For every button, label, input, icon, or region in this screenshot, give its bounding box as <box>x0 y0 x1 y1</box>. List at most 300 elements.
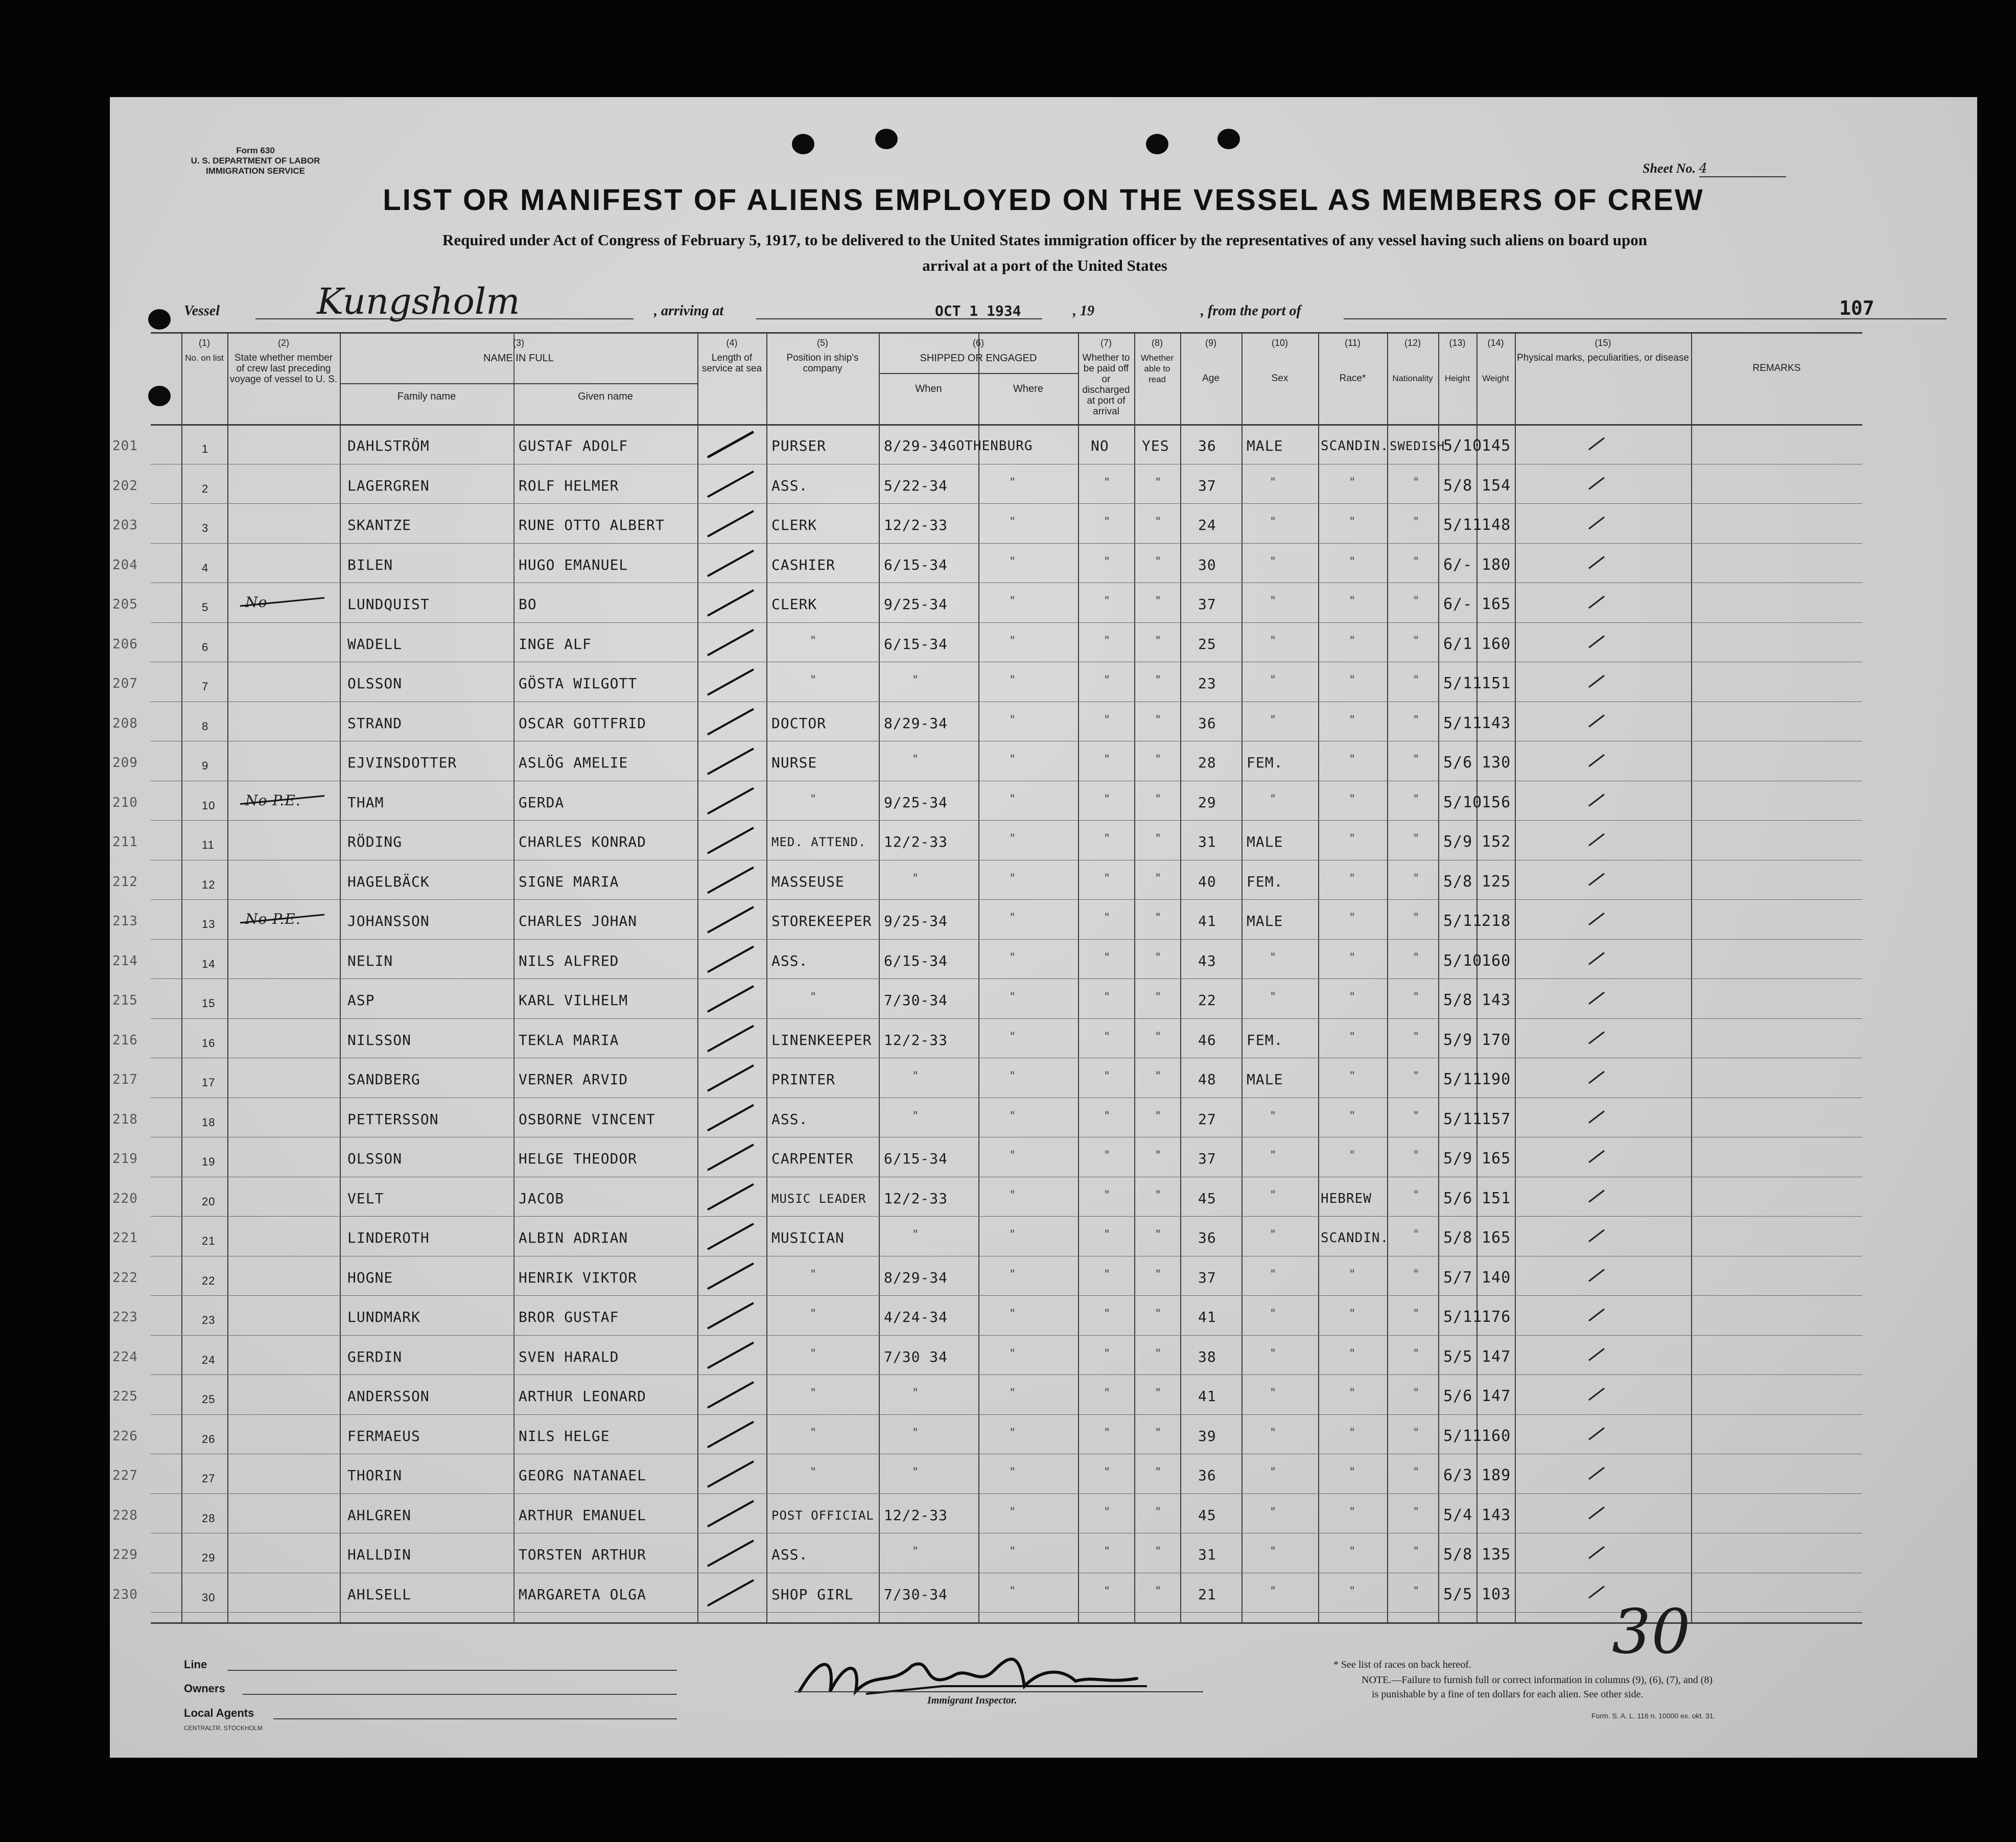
weight: 170 <box>1482 1031 1511 1049</box>
ditto-mark: " <box>1349 832 1356 845</box>
family-name: LUNDMARK <box>347 1309 420 1325</box>
age: 45 <box>1198 1190 1216 1207</box>
given-name: GERDA <box>519 794 565 811</box>
ditto-mark: " <box>1104 634 1111 647</box>
weight: 143 <box>1482 991 1511 1009</box>
column-number: (13) <box>1449 338 1466 348</box>
weight: 147 <box>1482 1347 1511 1366</box>
ditto-mark: " <box>1270 951 1277 964</box>
ditto-mark: " <box>1104 951 1111 964</box>
ditto-mark: " <box>1104 1109 1111 1123</box>
weight: 176 <box>1482 1308 1511 1326</box>
column-number: (1) <box>199 338 210 348</box>
ditto-mark: " <box>1104 555 1111 568</box>
sex: MALE <box>1247 437 1283 454</box>
row-number: 19 <box>202 1155 216 1168</box>
ditto-mark: " <box>1270 1268 1277 1281</box>
column-number: (14) <box>1487 338 1504 348</box>
punch-hole <box>875 129 898 149</box>
weight: 103 <box>1482 1585 1511 1603</box>
row-number: 23 <box>202 1314 216 1326</box>
inspector-caption: Immigrant Inspector. <box>927 1695 1017 1706</box>
ditto-mark: " <box>1349 1308 1356 1320</box>
ditto-mark: " <box>1155 753 1162 766</box>
margin-number: 221 <box>112 1230 138 1246</box>
weight: 180 <box>1482 555 1511 574</box>
shipped-when: 12/2-33 <box>884 833 948 850</box>
ditto-mark: " <box>1413 991 1420 1004</box>
ditto-mark: " <box>1155 555 1162 568</box>
age: 39 <box>1198 1427 1216 1444</box>
given-name: OSCAR GOTTFRID <box>519 714 647 732</box>
shipped-when: 6/15-34 <box>884 952 948 969</box>
column-heading: REMARKS <box>1752 363 1801 374</box>
ditto-mark: " <box>1104 1347 1111 1360</box>
position: SHOP GIRL <box>771 1585 854 1603</box>
table-row <box>151 662 1862 702</box>
margin-number: 225 <box>112 1389 138 1404</box>
margin-number: 202 <box>112 478 138 494</box>
margin-number: 217 <box>112 1072 138 1087</box>
given-name: SIGNE MARIA <box>519 873 619 890</box>
ditto-mark: " <box>1009 1584 1016 1598</box>
position: CARPENTER <box>771 1150 854 1167</box>
margin-number: 214 <box>112 953 138 969</box>
given-name: BO <box>519 596 537 613</box>
family-name: BILEN <box>347 556 393 573</box>
ditto-mark: " <box>1155 1466 1162 1479</box>
ditto-mark: " <box>1349 991 1356 1004</box>
ditto-mark: " <box>1349 713 1356 727</box>
table-row <box>151 781 1862 821</box>
ditto-mark: " <box>1349 872 1356 885</box>
ditto-mark: " <box>1009 1466 1016 1479</box>
age: 36 <box>1198 714 1216 732</box>
ditto-mark: " <box>810 634 817 647</box>
height: 5/11 <box>1443 1427 1483 1445</box>
column-heading: Position in ship's company <box>786 353 859 374</box>
ditto-mark: " <box>1270 1584 1277 1598</box>
family-name: JOHANSSON <box>347 913 430 929</box>
vessel-label: Vessel <box>184 303 220 319</box>
printer-mark: CENTRALTR. STOCKHOLM <box>184 1724 263 1732</box>
shipped-when: 9/25-34 <box>884 794 948 811</box>
given-name: NILS ALFRED <box>519 952 619 969</box>
table-row <box>151 1335 1862 1375</box>
ditto-mark: " <box>1413 1387 1420 1400</box>
age: 38 <box>1198 1348 1216 1365</box>
given-name: ASLÖG AMELIE <box>519 754 628 771</box>
ditto-mark: " <box>1155 595 1162 608</box>
height: 5/4 <box>1443 1506 1473 1524</box>
height: 5/11 <box>1443 714 1483 732</box>
ditto-mark: " <box>1104 1505 1111 1519</box>
ditto-mark: " <box>810 1347 817 1360</box>
ditto-mark: " <box>1270 1347 1277 1360</box>
family-name: HALLDIN <box>347 1546 412 1563</box>
family-name: STRAND <box>347 714 403 732</box>
given-name: HENRIK VIKTOR <box>519 1269 638 1286</box>
given-name: NILS HELGE <box>519 1427 610 1444</box>
form-code: Form. S. A. L. 116 n. 10000 ex. okt. 31. <box>1591 1712 1716 1720</box>
ditto-mark: " <box>1270 595 1277 608</box>
family-name: PETTERSSON <box>347 1110 439 1128</box>
age: 37 <box>1198 1150 1216 1167</box>
age: 37 <box>1198 1269 1216 1286</box>
margin-number: 220 <box>112 1191 138 1206</box>
height: 6/1 <box>1443 635 1473 653</box>
age: 41 <box>1198 1388 1216 1405</box>
position: LINENKEEPER <box>771 1031 872 1048</box>
ditto-mark: " <box>1155 1584 1162 1598</box>
ditto-mark: " <box>1009 1268 1016 1281</box>
margin-number: 227 <box>112 1468 138 1483</box>
margin-number: 203 <box>112 518 138 533</box>
ditto-mark: " <box>1270 991 1277 1004</box>
races-note: * See list of races on back hereof. <box>1333 1659 1471 1670</box>
given-name: JACOB <box>519 1190 565 1207</box>
weight: 156 <box>1482 793 1511 811</box>
able-to-read: YES <box>1142 437 1169 454</box>
ditto-mark: " <box>1349 1070 1356 1083</box>
vessel-name: Kungsholm <box>317 281 520 322</box>
given-name: KARL VILHELM <box>519 992 628 1009</box>
margin-number: 204 <box>112 557 138 573</box>
ditto-mark: " <box>1413 674 1420 687</box>
column-number: (3) <box>513 338 524 348</box>
ditto-mark: " <box>1104 1308 1111 1320</box>
age: 28 <box>1198 754 1216 771</box>
penalty-note-1: NOTE.—Failure to furnish full or correct information in columns (9), (6), (7), and (8) <box>1362 1674 1713 1686</box>
given-name: TEKLA MARIA <box>519 1031 619 1048</box>
ditto-mark: " <box>912 1070 919 1083</box>
position: PRINTER <box>771 1071 836 1088</box>
column-heading: Age <box>1202 373 1220 384</box>
row-number: 14 <box>202 957 216 970</box>
family-name: SANDBERG <box>347 1071 420 1088</box>
height: 5/10 <box>1443 437 1483 455</box>
ditto-mark: " <box>1009 1308 1016 1320</box>
weight: 160 <box>1482 1427 1511 1445</box>
ditto-mark: " <box>1413 555 1420 568</box>
sex: FEM. <box>1247 873 1283 890</box>
column-heading: SHIPPED OR ENGAGED <box>920 353 1037 364</box>
row-number: 29 <box>202 1551 216 1564</box>
ditto-mark: " <box>1349 674 1356 687</box>
height: 5/11 <box>1443 912 1483 930</box>
ditto-mark: " <box>1009 476 1016 489</box>
position: MED. ATTEND. <box>771 835 866 849</box>
weight: 157 <box>1482 1110 1511 1128</box>
weight: 190 <box>1482 1070 1511 1088</box>
table-top-rule <box>151 332 1862 334</box>
position: PURSER <box>771 437 827 454</box>
margin-number: 208 <box>112 715 138 731</box>
sheet-label: Sheet No. <box>1643 161 1696 176</box>
ditto-mark: " <box>1155 872 1162 885</box>
ditto-mark: " <box>1104 674 1111 687</box>
ditto-mark: " <box>1104 1466 1111 1479</box>
margin-number: 222 <box>112 1270 138 1286</box>
punch-hole <box>1146 134 1168 154</box>
given-name: CHARLES KONRAD <box>519 833 647 850</box>
ditto-mark: " <box>1413 516 1420 528</box>
row-number: 15 <box>202 997 216 1010</box>
given-name: GÖSTA WILGOTT <box>519 675 638 692</box>
table-row <box>151 978 1862 1018</box>
ditto-mark: " <box>1155 713 1162 727</box>
height: 6/- <box>1443 595 1473 613</box>
age: 36 <box>1198 1229 1216 1246</box>
ditto-mark: " <box>1155 1070 1162 1083</box>
ditto-mark: " <box>1104 912 1111 924</box>
shipped-when: 9/25-34 <box>884 596 948 613</box>
column-heading: State whether member of crew last preceding voyage of vessel to U. S. <box>229 353 338 385</box>
shipped-subheader-rule <box>879 373 1078 374</box>
row-number: 5 <box>202 601 209 614</box>
height: 5/11 <box>1443 1308 1483 1326</box>
position: POST OFFICIAL <box>771 1508 874 1523</box>
row-rule <box>151 1612 1862 1613</box>
height: 5/9 <box>1443 1031 1473 1049</box>
family-name: OLSSON <box>347 1150 403 1167</box>
ditto-mark: " <box>1009 1188 1016 1202</box>
row-number: 20 <box>202 1195 216 1208</box>
weight: 218 <box>1482 912 1511 930</box>
sex: MALE <box>1247 833 1283 850</box>
table-row <box>151 820 1862 860</box>
row-number: 11 <box>202 838 215 851</box>
age: 40 <box>1198 873 1216 890</box>
age: 25 <box>1198 635 1216 652</box>
weight: 165 <box>1482 1229 1511 1247</box>
ditto-mark: " <box>1155 1149 1162 1162</box>
height: 5/8 <box>1443 476 1473 495</box>
ditto-mark: " <box>1413 1426 1420 1439</box>
row-number: 27 <box>202 1472 216 1485</box>
ditto-mark: " <box>1349 1505 1356 1519</box>
sex: FEM. <box>1247 1031 1283 1048</box>
family-name: ASP <box>347 992 375 1009</box>
ditto-mark: " <box>1104 1387 1111 1400</box>
height: 5/7 <box>1443 1268 1473 1287</box>
table-row <box>151 1137 1862 1177</box>
race: SCANDIN. <box>1321 1230 1389 1246</box>
given-name: HELGE THEODOR <box>519 1150 638 1167</box>
ditto-mark: " <box>912 1545 919 1558</box>
ditto-mark: " <box>1413 1070 1420 1083</box>
margin-number: 219 <box>112 1151 138 1167</box>
subtitle-line-2: arrival at a port of the United States <box>922 257 1167 274</box>
ditto-mark: " <box>1413 595 1420 608</box>
margin-number: 215 <box>112 993 138 1008</box>
ditto-mark: " <box>1009 1387 1016 1400</box>
given-name: SVEN HARALD <box>519 1348 619 1365</box>
shipped-when: 5/22-34 <box>884 477 948 494</box>
weight: 154 <box>1482 476 1511 495</box>
row-number: 25 <box>202 1393 216 1406</box>
margin-number: 216 <box>112 1032 138 1048</box>
weight: 140 <box>1482 1268 1511 1287</box>
weight: 189 <box>1482 1466 1511 1484</box>
ditto-mark: " <box>1104 476 1111 489</box>
ditto-mark: " <box>810 1426 817 1439</box>
ditto-mark: " <box>1009 991 1016 1004</box>
ditto-mark: " <box>1349 792 1356 806</box>
column-number: (12) <box>1404 338 1421 348</box>
column-number: (2) <box>278 338 289 348</box>
ditto-mark: " <box>1104 595 1111 608</box>
age: 48 <box>1198 1071 1216 1088</box>
row-number: 2 <box>202 482 209 495</box>
ditto-mark: " <box>1155 1228 1162 1241</box>
ditto-mark: " <box>1155 1426 1162 1439</box>
ditto-mark: " <box>1349 634 1356 647</box>
ditto-mark: " <box>1009 1426 1016 1439</box>
ditto-mark: " <box>1104 1268 1111 1281</box>
ditto-mark: " <box>1009 792 1016 806</box>
ditto-mark: " <box>1104 792 1111 806</box>
arriving-label: , arriving at <box>654 303 724 319</box>
position: CLERK <box>771 596 817 613</box>
ditto-mark: " <box>1155 634 1162 647</box>
position: ASS. <box>771 1110 808 1128</box>
family-name: FERMAEUS <box>347 1427 420 1444</box>
race: SCANDIN. <box>1321 438 1389 454</box>
height: 5/11 <box>1443 1110 1483 1128</box>
age: 22 <box>1198 992 1216 1009</box>
ditto-mark: " <box>810 991 817 1004</box>
table-row <box>151 1454 1862 1494</box>
position: MUSICIAN <box>771 1229 845 1246</box>
family-name: DAHLSTRÖM <box>347 437 430 454</box>
ditto-mark: " <box>1009 1149 1016 1162</box>
ditto-mark: " <box>1009 1109 1016 1123</box>
height: 5/8 <box>1443 1546 1473 1564</box>
ditto-mark: " <box>1155 476 1162 489</box>
punch-hole <box>792 134 814 154</box>
margin-number: 213 <box>112 914 138 929</box>
ditto-mark: " <box>1104 1188 1111 1202</box>
given-name: RUNE OTTO ALBERT <box>519 517 665 533</box>
column-number: (5) <box>817 338 828 348</box>
margin-number: 211 <box>112 834 138 850</box>
age: 37 <box>1198 596 1216 613</box>
family-name: LINDEROTH <box>347 1229 430 1246</box>
margin-number: 218 <box>112 1111 138 1127</box>
ditto-mark: " <box>1104 1584 1111 1598</box>
given-name: TORSTEN ARTHUR <box>519 1546 647 1563</box>
penalty-note-2: is punishable by a fine of ten dollars for each alien. See other side. <box>1372 1689 1644 1700</box>
ditto-mark: " <box>810 792 817 806</box>
sex: MALE <box>1247 1071 1283 1088</box>
age: 31 <box>1198 833 1216 850</box>
sheet-number <box>1643 161 1898 177</box>
margin-number: 207 <box>112 676 138 691</box>
weight: 152 <box>1482 833 1511 851</box>
column-subheading: Family name <box>397 391 456 402</box>
ditto-mark: " <box>1413 1030 1420 1043</box>
shipped-when: 8/29-34 <box>884 714 948 732</box>
ditto-mark: " <box>1009 555 1016 568</box>
family-name: NELIN <box>347 952 393 969</box>
ditto-mark: " <box>1413 792 1420 806</box>
row-number: 3 <box>202 522 209 534</box>
ditto-mark: " <box>1009 595 1016 608</box>
weight: 151 <box>1482 674 1511 692</box>
given-name: ALBIN ADRIAN <box>519 1229 628 1246</box>
subtitle-line-1: Required under Act of Congress of February 5, 1917, to be delivered to the United States immigration officer by the representatives of any vessel having such aliens on board upon <box>442 231 1647 249</box>
position: CASHIER <box>771 556 836 573</box>
weight: 125 <box>1482 872 1511 891</box>
page-title: LIST OR MANIFEST OF ALIENS EMPLOYED ON THE VESSEL AS MEMBERS OF CREW <box>383 183 1704 217</box>
ditto-mark: " <box>1155 1030 1162 1043</box>
owners-label: Owners <box>184 1682 225 1695</box>
column-subheading: Given name <box>578 391 633 402</box>
sex: FEM. <box>1247 754 1283 771</box>
ditto-mark: " <box>912 1228 919 1241</box>
ditto-mark: " <box>1413 1466 1420 1479</box>
family-name: HAGELBÄCK <box>347 873 430 890</box>
family-name: HOGNE <box>347 1269 393 1286</box>
form-header <box>179 146 332 176</box>
shipped-when: 4/24-34 <box>884 1309 948 1325</box>
ditto-mark: " <box>912 1109 919 1123</box>
given-name: ARTHUR LEONARD <box>519 1388 647 1405</box>
height: 5/10 <box>1443 793 1483 811</box>
year-label: , 19 <box>1073 303 1094 319</box>
ditto-mark: " <box>1349 595 1356 608</box>
row-number: 24 <box>202 1353 216 1366</box>
column-number: (7) <box>1100 338 1112 348</box>
row-number: 10 <box>202 799 216 812</box>
height: 5/5 <box>1443 1585 1473 1603</box>
given-name: ARTHUR EMANUEL <box>519 1506 647 1524</box>
ditto-mark: " <box>1349 1109 1356 1123</box>
row-number: 28 <box>202 1511 216 1525</box>
weight: 130 <box>1482 754 1511 772</box>
ditto-mark: " <box>912 1426 919 1439</box>
family-name: AHLSELL <box>347 1585 412 1603</box>
column-number: (15) <box>1595 338 1611 348</box>
weight: 147 <box>1482 1387 1511 1405</box>
given-name: MARGARETA OLGA <box>519 1585 647 1603</box>
column-heading: Height <box>1444 374 1470 383</box>
given-name: OSBORNE VINCENT <box>519 1110 655 1128</box>
age: 29 <box>1198 794 1216 811</box>
table-row <box>151 543 1862 583</box>
age: 43 <box>1198 952 1216 969</box>
height: 5/6 <box>1443 1387 1473 1405</box>
family-name: EJVINSDOTTER <box>347 754 457 771</box>
ditto-mark: " <box>1413 832 1420 845</box>
table-row <box>151 702 1862 741</box>
row-number: 18 <box>202 1115 216 1129</box>
ditto-mark: " <box>1349 555 1356 568</box>
name-subheader-rule <box>340 383 697 384</box>
margin-number: 230 <box>112 1587 138 1602</box>
shipped-where: GOTHENBURG <box>948 438 1033 454</box>
height: 5/9 <box>1443 1150 1473 1168</box>
ditto-mark: " <box>1270 1466 1277 1479</box>
given-name: GEORG NATANAEL <box>519 1467 647 1484</box>
row-number: 16 <box>202 1036 216 1050</box>
column-number: (6) <box>973 338 984 348</box>
height: 6/3 <box>1443 1466 1473 1484</box>
age: 24 <box>1198 517 1216 533</box>
from-label: , from the port of <box>1201 303 1301 319</box>
ditto-mark: " <box>1104 753 1111 766</box>
